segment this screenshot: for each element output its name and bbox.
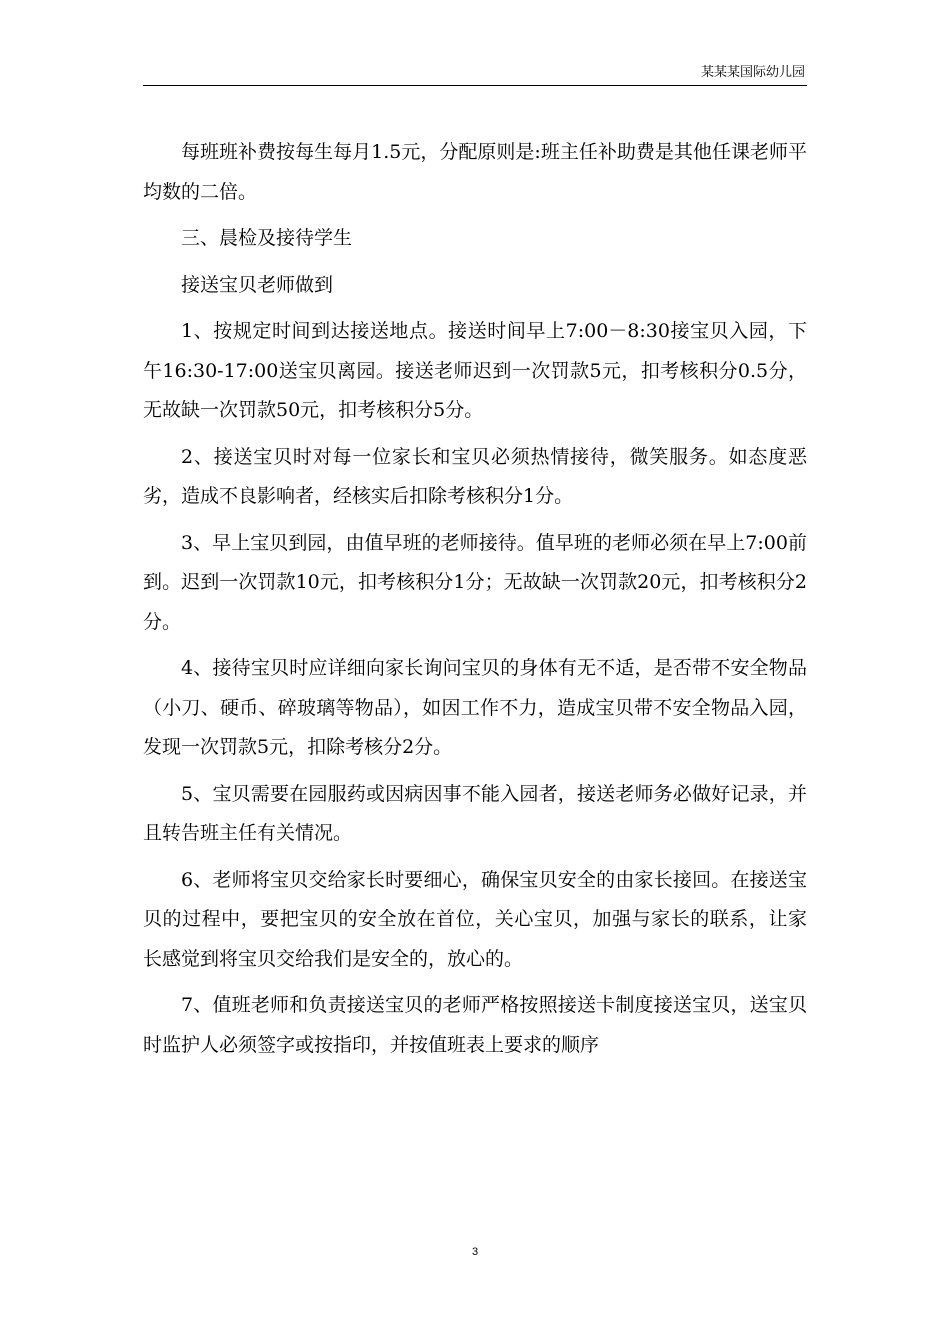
document-body [143,133,807,1072]
rule-item-6: 6、老师将宝贝交给家长时要细心，确保宝贝安全的由家长接回。在接送宝贝的过程中，要把宝贝的安全放在首位，关心宝贝，加强与家长的联系，让家长感觉到将宝贝交给我们是安全的，放心的。 [143,868,807,970]
rule-item-2: 2、接送宝贝时对每一位家长和宝贝必须热情接待，微笑服务。如态度恶劣，造成不良影响者，经核实后扣除考核积分1分。 [143,445,807,507]
rule-item-4: 4、接待宝贝时应详细向家长询问宝贝的身体有无不适，是否带不安全物品（小刀、硬币、碎玻璃等物品），如因工作不力，造成宝贝带不安全物品入园，发现一次罚款5元，扣除考核分2分。 [143,657,807,758]
rule-item-3: 3、早上宝贝到园，由值早班的老师接待。值早班的老师必须在早上7:00前到。迟到一次罚款10元，扣考核积分1分；无故缺一次罚款20元，扣考核积分2分。 [143,531,807,633]
header-divider [143,85,807,86]
rule-item-5: 5、宝贝需要在园服药或因病因事不能入园者，接送老师务必做好记录，并且转告班主任有关情况。 [143,782,807,844]
rule-item-7: 7、值班老师和负责接送宝贝的老师严格按照接送卡制度接送宝贝，送宝贝时监护人必须签字或按指印，并按值班表上要求的顺序 [143,994,807,1056]
paragraph-subsidy: 每班班补费按每生每月1.5元，分配原则是:班主任补助费是其他任课老师平均数的二倍。 [143,141,807,203]
section-heading-morning-check: 三、晨检及接待学生 [181,227,353,249]
header-org-name: 某某某国际幼儿园 [700,65,805,80]
page-number: 3 [471,1246,479,1258]
subheading-pickup-teacher: 接送宝贝老师做到 [181,273,334,296]
rule-item-1: 1、按规定时间到达接送地点。接送时间早上7:00－8:30接宝贝入园，下午16:30-17:00送宝贝离园。接送老师迟到一次罚款5元，扣考核积分0.5分，无故缺一次罚款50元，扣考核积分5分。 [143,320,807,421]
